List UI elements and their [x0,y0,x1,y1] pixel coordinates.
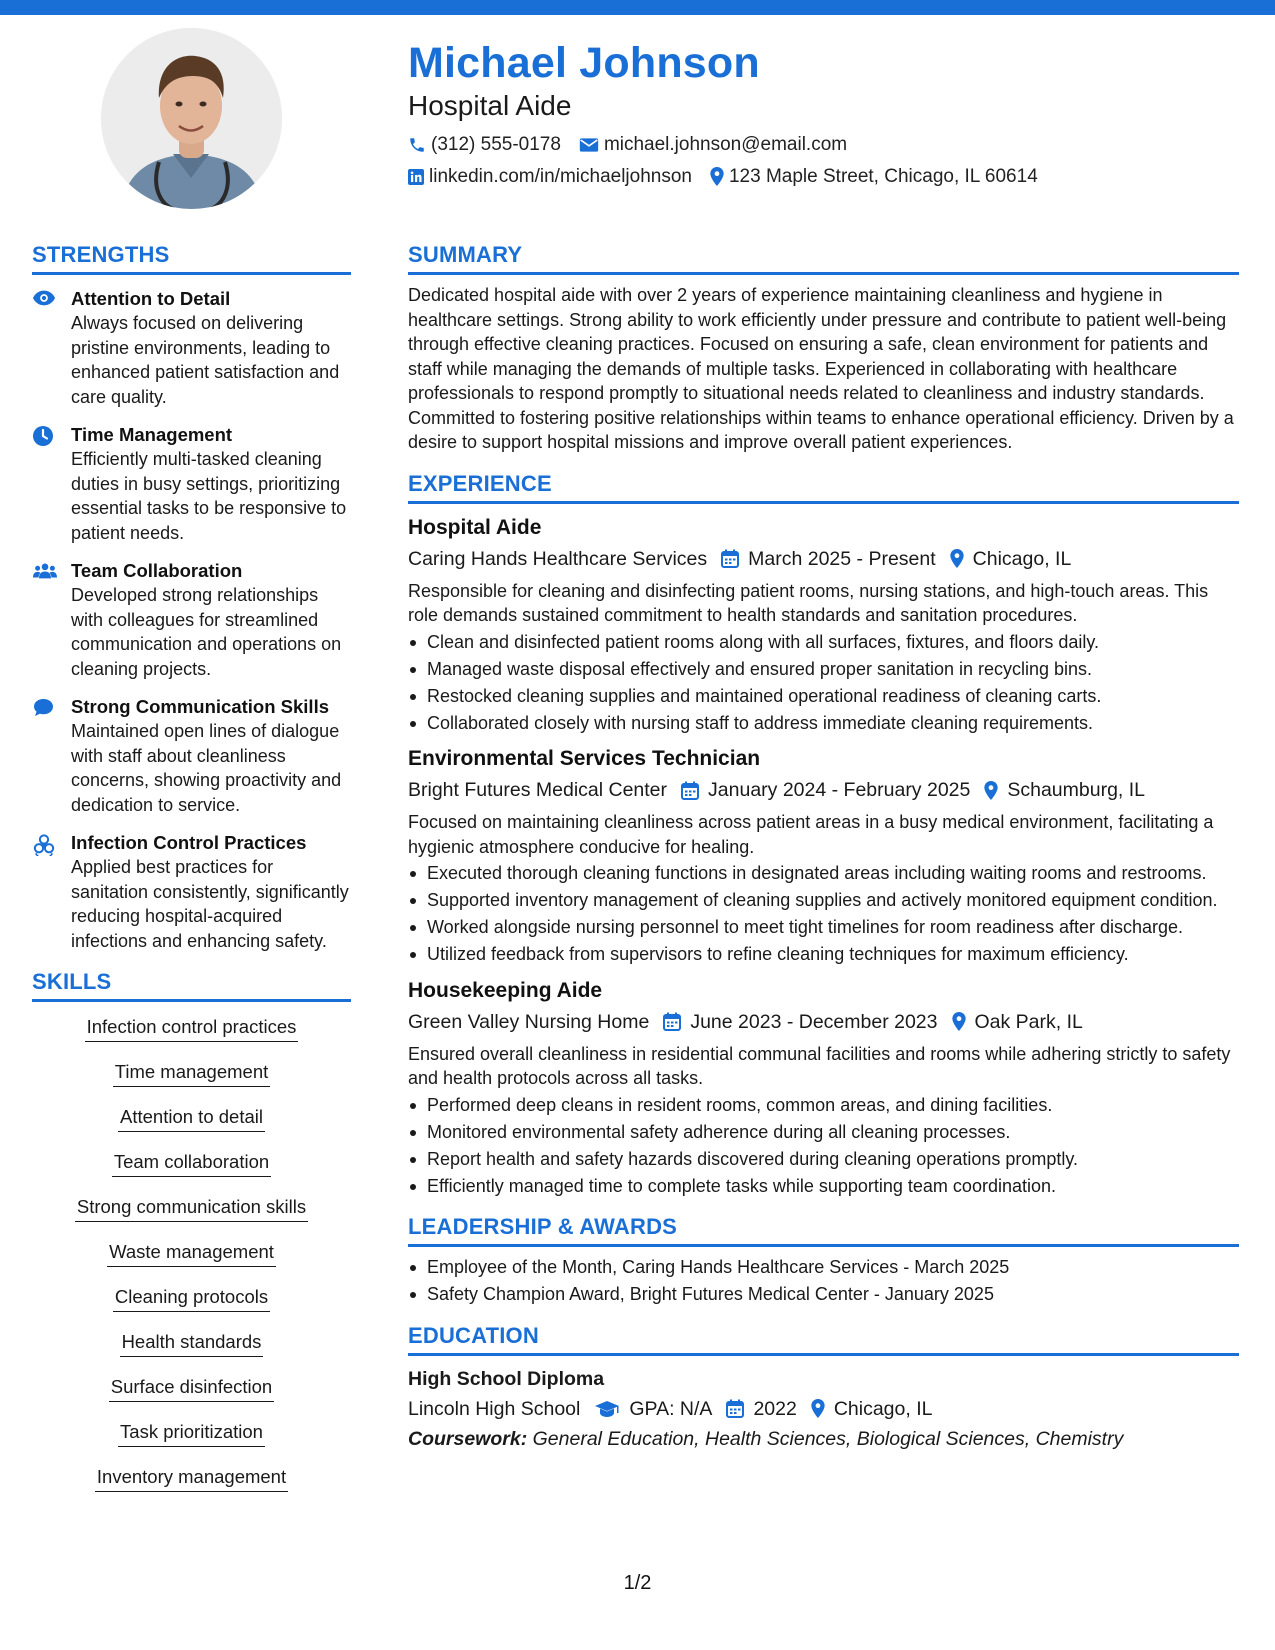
phone-icon [408,136,426,154]
degree-title: High School Diploma [408,1367,605,1390]
job-title: Housekeeping Aide [408,978,603,1002]
skill-tag: Inventory management [95,1464,288,1492]
bullet-item: Monitored environmental safety adherence during all cleaning processes. [408,1120,1239,1145]
experience-heading: EXPERIENCE [408,469,1239,504]
skills-list [32,1014,351,1509]
bullet-item: Executed thorough cleaning functions in designated areas including waiting rooms and restrooms. [408,861,1239,886]
job-company: Bright Futures Medical Center [408,779,668,801]
calendar-icon [681,781,699,800]
calendar-icon [663,1012,681,1031]
clock-icon [33,426,53,446]
bullet-item: Collaborated closely with nursing staff to address immediate cleaning requirements. [408,711,1239,736]
job-company: Caring Hands Healthcare Services [408,547,708,570]
job-title: Environmental Services Technician [408,747,761,770]
map-pin-icon [811,1399,825,1418]
education-location: Chicago, IL [833,1397,933,1420]
education-meta [408,1395,1239,1423]
email-contact[interactable] [579,134,847,156]
skill-tag: Strong communication skills [75,1194,308,1222]
strength-item [32,423,351,545]
map-pin-icon [950,549,964,568]
job-dates: January 2024 - February 2025 [708,779,971,801]
strengths-list [32,287,351,953]
bullet-item: Restocked cleaning supplies and maintained operational readiness of cleaning carts. [408,684,1239,709]
address-contact [710,166,1038,188]
envelope-icon [579,137,599,153]
strength-title: Attention to Detail [71,288,231,309]
chat-bubble-icon [33,698,54,717]
job-title: Hospital Aide [408,515,542,539]
bullet-item: Clean and disinfected patient rooms along with all surfaces, fixtures, and floors daily. [408,630,1239,655]
resume-header [408,40,1238,189]
awards-heading: LEADERSHIP & AWARDS [408,1212,1239,1247]
summary-heading: SUMMARY [408,240,1239,275]
job-location: Schaumburg, IL [1007,779,1146,801]
linkedin-contact[interactable] [408,166,692,188]
bullet-item: Report health and safety hazards discovered during cleaning operations promptly. [408,1147,1239,1172]
bullet-item: Managed waste disposal effectively and ensured proper sanitation in recycling bins. [408,657,1239,682]
calendar-icon [721,549,739,568]
skill-tag: Cleaning protocols [113,1284,270,1312]
job-entry [408,514,1239,736]
job-description: Ensured overall cleanliness in residential communal facilities and rooms while adhering strictly to safety and health protocols across all tasks. [408,1043,1231,1088]
bullet-item: Performed deep cleans in resident rooms, common areas, and dining facilities. [408,1093,1239,1118]
strength-title: Team Collaboration [71,560,243,581]
school-name: Lincoln High School [408,1397,581,1420]
award-item: Safety Champion Award, Bright Futures Medical Center - January 2025 [408,1282,1239,1307]
map-pin-icon [952,1012,966,1031]
linkedin-text: linkedin.com/in/michaeljohnson [429,165,692,187]
award-item: Employee of the Month, Caring Hands Healthcare Services - March 2025 [408,1255,1239,1280]
strength-desc: Efficiently multi-tasked cleaning duties in busy settings, prioritizing essential tasks to be responsive to patient needs. [71,449,347,543]
job-meta [408,1008,1239,1036]
job-meta [408,545,1239,573]
skill-tag: Waste management [107,1239,276,1267]
right-column [408,240,1239,1453]
awards-list [408,1255,1239,1307]
job-location: Oak Park, IL [974,1010,1083,1033]
job-entry [408,745,1239,967]
strength-item [32,559,351,681]
skill-tag: Attention to detail [118,1104,265,1132]
skill-tag: Team collaboration [112,1149,271,1177]
job-meta [408,776,1239,804]
email-text: michael.johnson@email.com [603,133,848,155]
skill-tag: Surface disinfection [109,1374,274,1402]
bullet-item: Supported inventory management of cleaning supplies and actively monitored equipment condition. [408,888,1239,913]
job-description: Responsible for cleaning and disinfecting patient rooms, nursing stations, and high-touch areas. This role demands sustained commitment to health standards and sanitation procedures. [408,580,1209,625]
skills-heading: SKILLS [32,967,351,1002]
job-entry [408,977,1239,1199]
job-bullets [408,861,1239,967]
graduation-cap-icon [594,1400,620,1418]
page-number: 1/2 [623,1572,652,1594]
left-column [32,240,351,1509]
biohazard-icon [33,834,55,856]
candidate-name: Michael Johnson [408,39,760,87]
profile-photo [101,28,282,209]
strength-title: Strong Communication Skills [71,696,329,717]
strength-item [32,287,351,409]
map-pin-icon [710,167,724,186]
strengths-heading: STRENGTHS [32,240,351,275]
phone-text: (312) 555-0178 [431,133,561,155]
bullet-item: Efficiently managed time to complete tasks while supporting team coordination. [408,1174,1239,1199]
job-description: Focused on maintaining cleanliness across patient areas in a busy medical environment, facilitating a hygienic atmosphere conducive for healing. [408,812,1214,857]
strength-desc: Developed strong relationships with colleagues for streamlined communication and operations on cleaning projects. [71,585,342,679]
strength-desc: Maintained open lines of dialogue with staff about cleanliness concerns, showing proactivity and dedication to service. [71,721,342,815]
skill-tag: Health standards [120,1329,264,1357]
calendar-icon [726,1399,744,1418]
skill-tag: Task prioritization [118,1419,265,1447]
strength-item [32,831,351,953]
top-accent-bar [0,0,1275,15]
phone-contact[interactable] [408,134,561,156]
coursework-label: Coursework: [408,1427,528,1450]
strength-item [32,695,351,817]
strength-title: Time Management [71,424,233,445]
linkedin-icon [408,169,424,185]
coursework-text: General Education, Health Sciences, Biological Sciences, Chemistry [532,1427,1124,1450]
gpa-text: GPA: N/A [629,1397,713,1420]
skill-tag: Infection control practices [85,1014,299,1042]
strength-desc: Applied best practices for sanitation consistently, significantly reducing hospital-acquired infections and enhancing safety. [71,857,349,951]
education-heading: EDUCATION [408,1321,1239,1356]
contact-row-2 [408,165,1238,189]
contact-row-1 [408,133,1238,157]
job-dates: June 2023 - December 2023 [690,1010,938,1033]
job-company: Green Valley Nursing Home [408,1010,650,1033]
eye-icon [33,290,55,306]
job-bullets [408,1093,1239,1199]
bullet-item: Worked alongside nursing personnel to meet tight timelines for room readiness after discharge. [408,915,1239,940]
address-text: 123 Maple Street, Chicago, IL 60614 [728,165,1038,187]
map-pin-icon [984,781,998,800]
bullet-item: Utilized feedback from supervisors to refine cleaning techniques for maximum efficiency. [408,942,1239,967]
summary-text: Dedicated hospital aide with over 2 years of experience maintaining cleanliness and hygiene in healthcare settings. Strong ability to work efficiently under pressure and contribute to patient well-being through effective cleaning practices. Focused on ensuring a safe, clean environment for patients and staff while managing the demands of multiple tasks. Experienced in collaborating with healthcare professionals to respond promptly to situational needs related to cleanliness and industry standards. Committed to fostering positive relationships within teams to enhance operational efficiency. Driven by a desire to support hospital missions and improve overall patient experiences. [408,285,1234,452]
skill-tag: Time management [113,1059,271,1087]
candidate-role: Hospital Aide [408,90,572,122]
coursework [408,1425,1239,1453]
job-bullets [408,630,1239,736]
strength-title: Infection Control Practices [71,832,307,853]
job-dates: March 2025 - Present [748,547,936,570]
education-year: 2022 [753,1397,797,1420]
job-location: Chicago, IL [972,547,1072,570]
strength-desc: Always focused on delivering pristine environments, leading to enhanced patient satisfaction and care quality. [71,313,340,407]
users-icon [33,562,57,580]
